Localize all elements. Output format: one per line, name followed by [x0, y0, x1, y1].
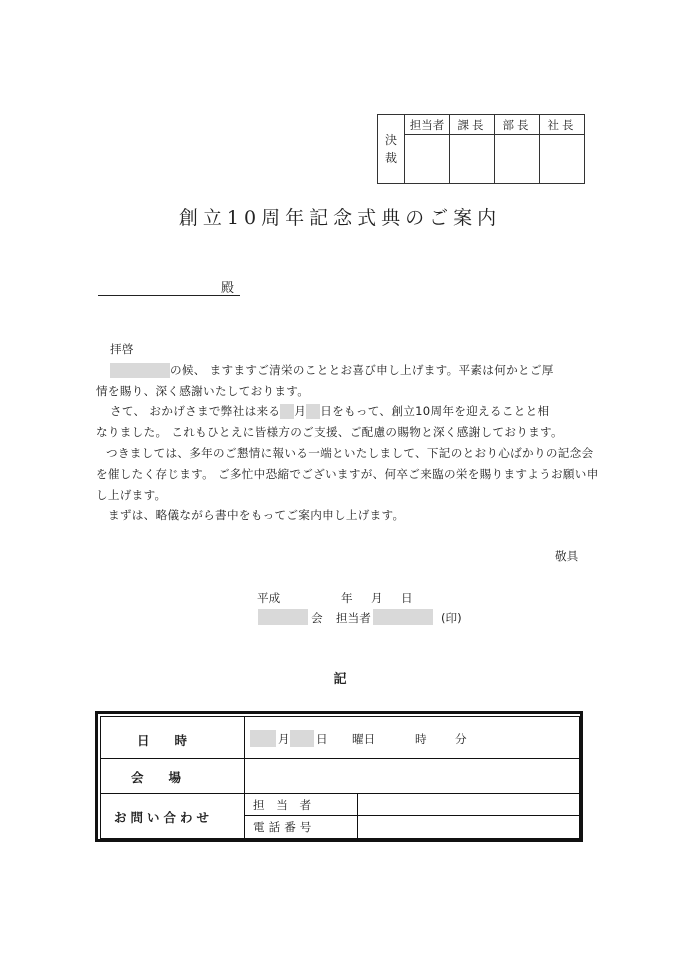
- event-weekday-label: 曜日: [352, 732, 376, 746]
- letter-line: 情を賜り、深く感謝いたしております。: [96, 383, 310, 398]
- signer-name-blank[interactable]: [373, 609, 433, 625]
- record-heading: 記: [333, 672, 347, 687]
- datetime-label: 日 時: [137, 733, 188, 748]
- season-blank[interactable]: [110, 363, 170, 378]
- approval-box-president[interactable]: [540, 135, 585, 184]
- contact-phone-field[interactable]: [358, 816, 579, 838]
- contact-phone-label: 電話番号: [253, 820, 316, 834]
- letter-line: つきましては、多年のご懇情に報いる一端といたしまして、下記のとおり心ばかりの記念会: [106, 445, 594, 460]
- event-day-label: 日: [316, 732, 328, 746]
- approval-box-staff[interactable]: [405, 135, 450, 184]
- details-table: [95, 711, 583, 842]
- venue-field[interactable]: [245, 759, 579, 793]
- details-table-inner: [100, 716, 580, 839]
- approval-side-label: [378, 115, 405, 184]
- company-name-blank[interactable]: [258, 609, 308, 625]
- event-day-blank[interactable]: [290, 730, 314, 747]
- letter-line: なりました。 これもひとえに皆様方のご支援、ご配慮の賜物と深く感謝しております。: [96, 425, 563, 440]
- letter-line: まずは、略儀ながら書中をもってご案内申し上げます。: [108, 508, 405, 523]
- event-month-blank[interactable]: [250, 730, 276, 747]
- approval-header-staff: 担当者: [405, 115, 450, 135]
- company-suffix: 会: [311, 611, 323, 625]
- seal-mark: (印): [441, 611, 462, 625]
- anniv-month-blank[interactable]: [280, 404, 294, 419]
- date-month-label: 月: [371, 591, 383, 605]
- approval-box-section-chief[interactable]: [450, 135, 495, 184]
- approval-box-dept-chief[interactable]: [495, 135, 540, 184]
- venue-label: 会 場: [131, 770, 182, 785]
- date-year-label: 年: [341, 591, 353, 605]
- event-month-label: 月: [278, 732, 290, 746]
- contact-label: お問い合わせ: [114, 810, 214, 825]
- letter-line: の候、 ますますご清栄のこととお喜び申し上げます。平素は何かとご厚: [96, 360, 586, 381]
- letter-opening: 拝啓: [110, 342, 134, 356]
- document-title: 創立10周年記念式典のご案内: [178, 207, 502, 229]
- letter-line: を催したく存じます。 ご多忙中恐縮でございますが、何卒ご来臨の栄を賜りますようお願い申: [96, 466, 599, 481]
- addressee-suffix: 殿: [220, 281, 234, 296]
- approval-header-president: 社長: [540, 115, 585, 135]
- date-day-label: 日: [401, 591, 413, 605]
- contact-person-field[interactable]: [358, 794, 579, 815]
- letter-body: [96, 339, 599, 526]
- letter-line: し上げます。: [96, 487, 167, 502]
- event-minute-label: 分: [455, 732, 467, 746]
- letter-closing: 敬具: [555, 549, 579, 563]
- approval-stamp-table: [377, 114, 585, 184]
- approval-side-text: 決裁: [385, 133, 398, 165]
- signer-label: 担当者: [336, 611, 371, 625]
- letter-line: さて、 おかげさまで弊社は来る 月 日をもって、創立10周年を迎えることと相: [110, 404, 550, 419]
- anniv-day-blank[interactable]: [306, 404, 320, 419]
- contact-person-label: 担 当 者: [253, 798, 316, 812]
- approval-header-section-chief: 課長: [450, 115, 495, 135]
- addressee-line[interactable]: [98, 280, 240, 296]
- date-era: 平成: [257, 591, 281, 605]
- approval-header-dept-chief: 部長: [495, 115, 540, 135]
- event-hour-label: 時: [415, 732, 427, 746]
